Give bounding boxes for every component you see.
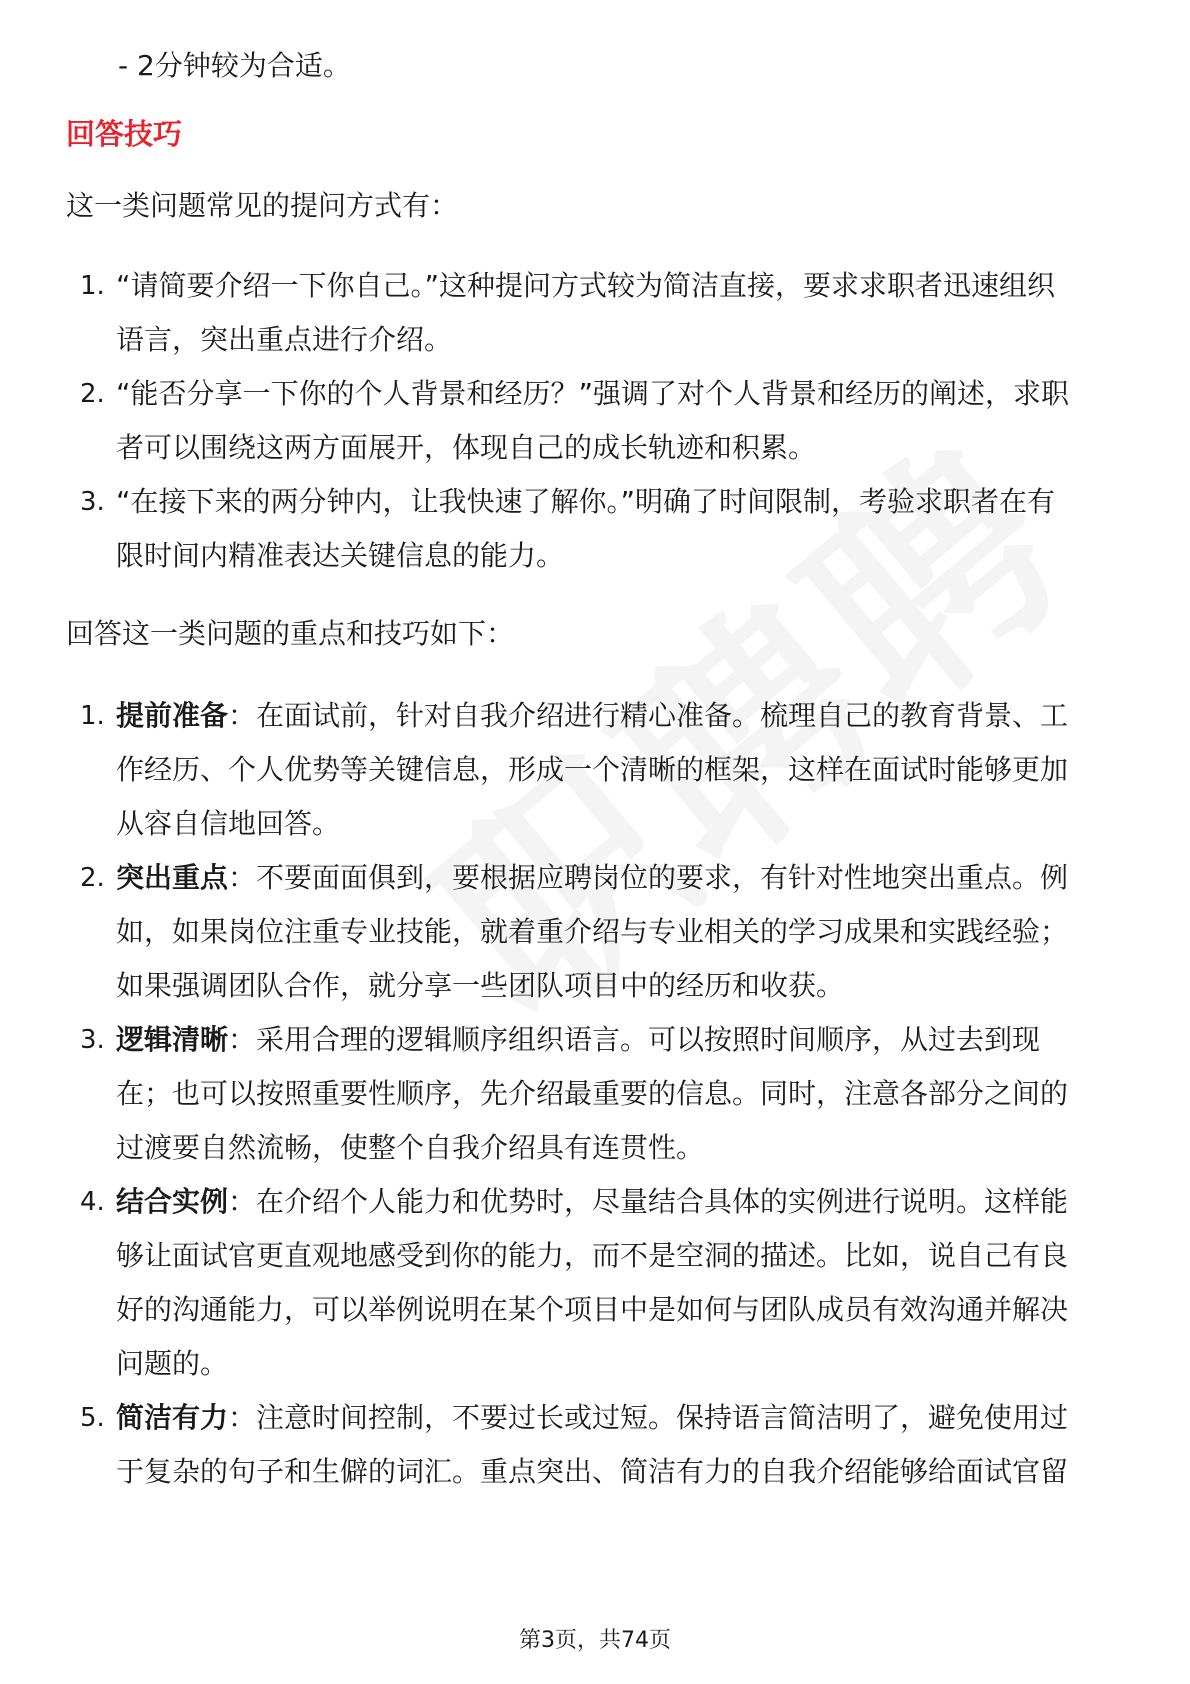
list-number: 5.: [80, 1403, 105, 1433]
list-item-line: 逻辑清晰：采用合理的逻辑顺序组织语言。可以按照时间顺序，从过去到现: [116, 1023, 1041, 1056]
list-item-line: “请简要介绍一下你自己。”这种提问方式较为简洁直接，要求求职者迅速组织: [116, 269, 1056, 302]
list-item-line: 问题的。: [116, 1347, 229, 1380]
list-item-line: 限时间内精准表达关键信息的能力。: [116, 539, 565, 572]
list-item-line: 过渡要自然流畅，使整个自我介绍具有连贯性。: [116, 1131, 705, 1164]
tips-intro-paragraph: 回答这一类问题的重点和技巧如下：: [66, 617, 515, 650]
list-number: 4.: [80, 1187, 105, 1217]
list-item-line: “在接下来的两分钟内，让我快速了解你。”明确了时间限制，考验求职者在有: [116, 485, 1056, 518]
list-item-line: 在；也可以按照重要性顺序，先介绍最重要的信息。同时，注意各部分之间的: [116, 1077, 1069, 1110]
list-number: 3.: [80, 1025, 105, 1055]
list-item-line: 如果强调团队合作，就分享一些团队项目中的经历和收获。: [116, 969, 845, 1002]
list-number: 1.: [80, 701, 105, 731]
tip-title: 提前准备: [116, 699, 229, 732]
continued-line: - 2分钟较为合适。: [118, 49, 351, 82]
list-item-line: “能否分享一下你的个人背景和经历？”强调了对个人背景和经历的阐述，求职: [116, 377, 1070, 410]
list-item-line: 从容自信地回答。: [116, 807, 341, 840]
tip-title: 逻辑清晰: [116, 1023, 229, 1056]
list-number: 2.: [80, 863, 105, 893]
list-item-line: 于复杂的句子和生僻的词汇。重点突出、简洁有力的自我介绍能够给面试官留: [116, 1455, 1069, 1488]
list-item-line: 好的沟通能力，可以举例说明在某个项目中是如何与团队成员有效沟通并解决: [116, 1293, 1069, 1326]
list-item-line: 语言，突出重点进行介绍。: [116, 323, 453, 356]
list-item-line: 够让面试官更直观地感受到你的能力，而不是空洞的描述。比如，说自己有良: [116, 1239, 1069, 1272]
list-item-line: 作经历、个人优势等关键信息，形成一个清晰的框架，这样在面试时能够更加: [116, 753, 1069, 786]
tip-title: 结合实例: [116, 1185, 229, 1218]
section-heading: 回答技巧: [66, 117, 183, 151]
list-item-line: 提前准备：在面试前，针对自我介绍进行精心准备。梳理自己的教育背景、工: [116, 699, 1069, 732]
list-item-line: 者可以围绕这两方面展开，体现自己的成长轨迹和积累。: [116, 431, 817, 464]
intro-paragraph: 这一类问题常见的提问方式有：: [66, 189, 459, 222]
list-number: 3.: [80, 487, 105, 517]
list-item-line: 突出重点：不要面面俱到，要根据应聘岗位的要求，有针对性地突出重点。例: [116, 861, 1069, 894]
tip-title: 简洁有力: [116, 1401, 229, 1434]
page-footer: 第3页，共74页: [519, 1628, 671, 1653]
list-item-line: 结合实例：在介绍个人能力和优势时，尽量结合具体的实例进行说明。这样能: [116, 1185, 1069, 1218]
list-number: 1.: [80, 271, 105, 301]
list-number: 2.: [80, 379, 105, 409]
tip-title: 突出重点: [116, 861, 229, 894]
list-item-line: 简洁有力：注意时间控制，不要过长或过短。保持语言简洁明了，避免使用过: [116, 1401, 1069, 1434]
list-item-line: 如，如果岗位注重专业技能，就着重介绍与专业相关的学习成果和实践经验；: [116, 915, 1069, 948]
